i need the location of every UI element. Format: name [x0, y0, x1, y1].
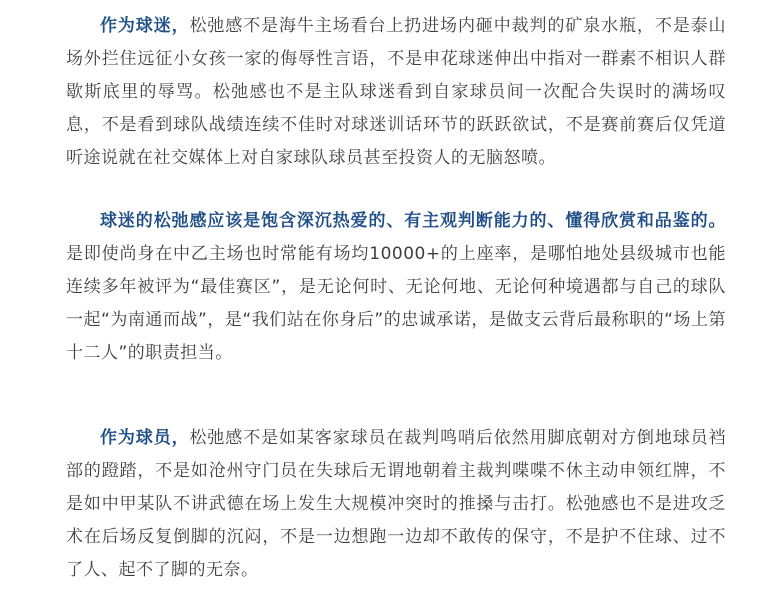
paragraph-lead: 作为球迷， — [100, 16, 190, 36]
paragraph-lead: 作为球员， — [100, 428, 190, 448]
paragraph-text: 是即使尚身在中乙主场也时常能有场均10000+的上座率，是哪怕地处县级城市也能连续多年被评为“最佳赛区”，是无论何时、无论何地、无论何种境遇都与自己的球队一起“为南通而战”，是“我们站在你身后”的忠诚承诺，是做支云背后最称职的“场上第十二人”的职责担当。 — [66, 244, 726, 363]
paragraph-text: 松弛感不是海牛主场看台上扔进场内砸中裁判的矿泉水瓶，不是泰山场外拦住远征小女孩一家的侮辱性言语，不是申花球迷伸出中指对一群素不相识人群歇斯底里的辱骂。松弛感也不是主队球迷看到自家球员间一次配合失误时的满场叹息，不是看到球队战绩连续不佳时对球迷训话环节的跃跃欲试，不是赛前赛后仅凭道听途说就在社交媒体上对自家球队球员甚至投资人的无脑怒喷。 — [66, 16, 727, 168]
paragraph-text: 松弛感不是如某客家球员在裁判鸣哨后依然用脚底朝对方倒地球员裆部的蹬踏，不是如沧州守门员在失球后无谓地朝着主裁判喋喋不休主动申领红牌，不是如中甲某队不讲武德在场上发生大规模冲突时的推搡与击打。松弛感也不是进攻乏术在后场反复倒脚的沉闷，不是一边想跑一边却不敢传的保守，不是护不住球、过不了人、起不了脚的无奈。 — [66, 428, 727, 580]
paragraph-lead: 球迷的松弛感应该是饱含深沉热爱的、有主观判断能力的、懂得欣赏和品鉴的。 — [100, 211, 726, 231]
paragraph-fans-behavior — [66, 10, 726, 175]
article-body — [66, 10, 726, 587]
paragraph-fans-ideal — [66, 205, 726, 370]
paragraph-players — [66, 422, 726, 587]
